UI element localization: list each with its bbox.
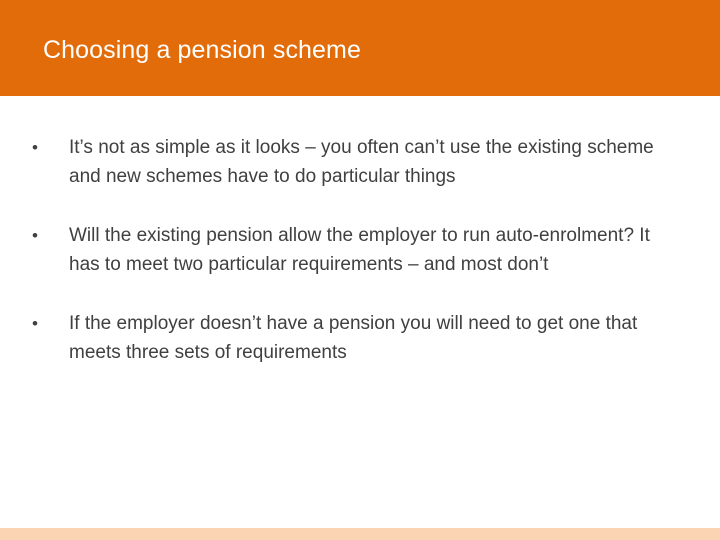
bullet-text: If the employer doesn’t have a pension you will need to get one that meets three sets of requirements bbox=[69, 313, 638, 363]
bullet-text: It’s not as simple as it looks – you often can’t use the existing scheme and new schemes have to do particular things bbox=[69, 137, 654, 187]
bullet-text: Will the existing pension allow the employer to run auto-enrolment? It has to meet two particular requirements – and most don’t bbox=[69, 225, 650, 275]
title-bar bbox=[0, 0, 720, 96]
slide-title: Choosing a pension scheme bbox=[43, 36, 361, 64]
bullet-marker: • bbox=[32, 314, 38, 333]
bullet-item bbox=[28, 221, 678, 279]
bullet-item bbox=[28, 309, 678, 367]
bullet-marker: • bbox=[32, 226, 38, 245]
bullet-list bbox=[28, 133, 678, 397]
bullet-marker: • bbox=[32, 138, 38, 157]
footer-strip bbox=[0, 528, 720, 540]
bullet-item bbox=[28, 133, 678, 191]
